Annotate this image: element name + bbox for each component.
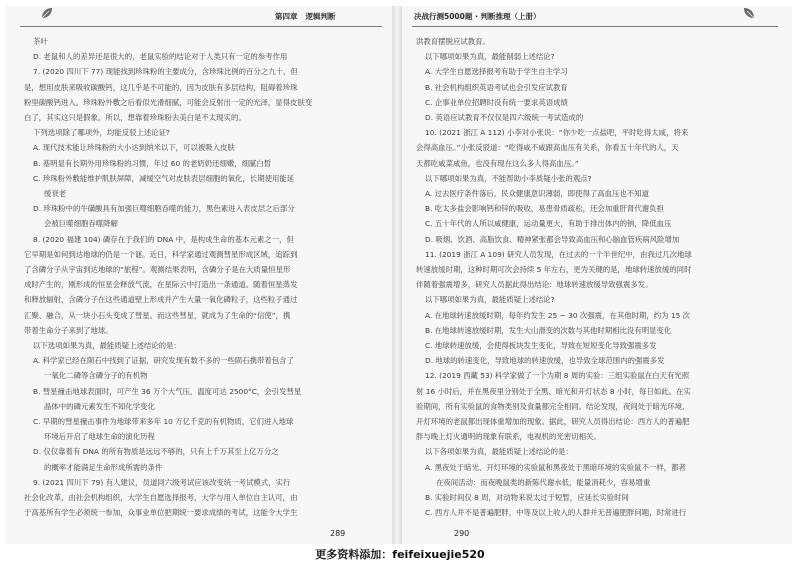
text-line: 粉里碳酸钙进入。珍珠粉外敷之后看似光滑细腻，可能会反射出一定的光泽，显得皮肤变 xyxy=(24,97,313,107)
text-line: 胖与晚上灯火通明的现象有联系，电视机的光密切相关。 xyxy=(416,432,601,442)
text-line: 成时产生的，刚形成的恒星会释放气流，在星际云中打造出一条通道。随着恒星蒸发 xyxy=(24,280,298,290)
option-line: 一氧化二磷等含磷分子的有机物 xyxy=(44,371,148,381)
text-line: 开灯环境的老鼠都出现体重增加的现象。据此，研究人员得出结论：西方人的普遍肥 xyxy=(416,417,690,427)
text-line: 洪教育摆脱应试教育。 xyxy=(416,37,490,46)
question-stem-line: 8. (2020 福建 104) 磷存在于我们的 DNA 中，是构成生命的基本元素之一，但 xyxy=(33,234,294,244)
option-line: B. 社会机构组织英语考试也会引发应试教育 xyxy=(425,82,568,92)
text-line: 茶叶 xyxy=(33,37,48,46)
right-header-title: 决战行测5000题 · 判断推理（上册） xyxy=(414,11,541,21)
option-line: D. 珍珠粉中的牛磺酸具有加强巨噬细胞吞噬的能力，黑色素进入表皮层之后部分 xyxy=(33,204,295,214)
question-stem-line: 12. (2019 西藏 53) 科学家做了一个为期 8 周的实验：三组实验鼠在白天有光照 xyxy=(425,371,690,381)
option-line: C. 地球转速放缓，会使得板块发生变化，导致在短短变化导致强震多发 xyxy=(425,341,657,351)
option-line: D. 吸烟、饮酒、高脂饮食、精神紧张都会导致高血压和心脑血管疾病风险增加 xyxy=(425,234,680,244)
question-stem-line: 11. (2019 浙江 A 109) 研究人员发现，在过去的一个半世纪中，由我过几次地球 xyxy=(425,249,692,259)
option-line: A. 科学家已经在陨石中找到了证据，研究发现有数不多的一些陨石携带着包含了 xyxy=(33,356,294,366)
footer-banner: 更多资料添加：feifeixuejie520 xyxy=(0,546,800,564)
text-line: 白了，其实这只是假象。所以，想靠着珍珠粉去美白是不太现实的。 xyxy=(24,113,246,123)
option-line: 的概率才能满足生命形成所需的条件 xyxy=(44,462,163,472)
leaf-ornament-icon xyxy=(40,6,54,20)
option-line: 缓衰老 xyxy=(44,189,67,199)
text-line: D. 老鼠和人的差异还是很大的，老鼠实验的结论对于人类只有一定的参考作用 xyxy=(33,52,288,62)
question-stem-line: 10. (2021 浙江 A 112) 小李对小张说：“你少吃一点盐吧，平时吃得太咸，将来 xyxy=(425,128,689,138)
option-line: A. 过去医疗条件落后，民众健康意识薄弱，即使得了高血压也不知道 xyxy=(425,189,649,199)
page-number: 290 xyxy=(454,529,470,538)
right-page-body xyxy=(416,34,778,521)
text-line: 转速放缓时期，这种时期可次会持续 5 年左右，更为关键的是，地球转速放缓的同时 xyxy=(416,265,692,275)
leaf-ornament-icon xyxy=(742,6,756,20)
option-line: D. 英语应试教育不仅仅是四六级统一考试造成的 xyxy=(425,113,584,123)
option-line: B. 实验时间仅 8 周，对动物来说太过于短暂，应延长实验时间 xyxy=(425,493,629,503)
option-line: 在夜间活动：而夜晚鼠类的新陈代谢水低，能量消耗少，容易增重 xyxy=(436,477,651,487)
option-line: B. 在地球转速放缓时期，发生大山滑变的次数与其他时期相比没有明显变化 xyxy=(425,325,672,335)
option-line: 会被巨噬细胞吞噬降解 xyxy=(44,219,118,229)
question-prompt: 以下哪项如果为真，最能质疑上述结论? xyxy=(425,295,555,305)
option-line: B. 吃太多盐会影响钙和锌的吸收，易患骨质疏松，还会加重肝肾代谢负担 xyxy=(425,204,664,214)
left-header-rule xyxy=(20,26,382,27)
question-prompt: 下列选项除了哪项外，均能反驳上述论证? xyxy=(33,128,170,138)
option-line: C. 西方人并不是普遍肥胖，中等及以上收入的人群并无普遍肥胖问题，时常进行 xyxy=(425,508,687,518)
option-line: C. 早期的彗星撞击事件为地球带来多年 10 万亿千克的有机物质，它们进入地球 xyxy=(33,417,294,427)
book-gutter xyxy=(392,6,402,544)
text-line: 了含磷分子从宇宙到达地球的“旅程”。观测结果表明，含磷分子是在大质量恒星形 xyxy=(24,265,291,275)
option-line: A. 大学生自愿选择报考有助于学生自主学习 xyxy=(425,67,568,77)
text-line: 天都吃咸菜咸鱼，也没有现在这么多人得高血压。” xyxy=(416,158,579,168)
option-line: A. 黑夜处于暗光、开灯环境的实验鼠和黑夜处于黑暗环境的实验鼠不一样，都者 xyxy=(425,462,686,472)
text-line: 会得高血压。”小张反驳道：“吃得咸不咸跟高血压有关系，你看五十年代的人，天 xyxy=(416,143,679,153)
text-line: 射 16 小时后，并在黑夜里分别处于全黑、暗光和开灯状态 8 小时，每日如此。在实 xyxy=(416,386,691,396)
option-line: C. 珍珠粉外敷能维护肌肤屏障，减缓空气对皮肤表层细胞的氧化，长期使用能延 xyxy=(33,173,295,183)
text-line: 是，想用皮肤来吸收碳酸钙，这几乎是不可能的，因为皮肤有多层结构，阻碍着珍珠 xyxy=(24,82,298,92)
text-line: 于高基所有学生必须统一参加，众事业单位把期统一要求成绩的考试，这能令大学生 xyxy=(24,508,298,518)
option-line: D. 地球的转速变化，导致地球的转速放缓，也导致全球范围内的强震多发 xyxy=(425,356,665,366)
option-line: C. 企事业单位招聘时没有统一要求英语成绩 xyxy=(425,97,568,107)
section-label: 逻辑判断 xyxy=(305,11,336,21)
text-line: 汇聚、融合，从一块小石头变成了彗星。而这些彗星，就成为了生命的“信使”，携 xyxy=(24,310,291,320)
option-line: 环境后开启了地球生命的演化历程 xyxy=(44,432,155,442)
chapter-label: 第四章 xyxy=(275,11,298,21)
right-header-rule xyxy=(412,26,778,27)
option-line: B. 基明显有长期外用珍珠粉的习惯，年过 60 的老奶奶还细嫩，细腻白皙 xyxy=(33,158,272,168)
option-line: D. 仅仅靠着有 DNA 的所有物质是远远不够的，只有上千万其至上亿万分之 xyxy=(33,447,279,457)
option-line: A. 在地球转速放缓时期，每年约发生 25 ~ 30 次强震，在其他时期，约为 15 次 xyxy=(425,310,691,320)
text-line: 和释放辐射，含磷分子在这些通道壁上形成并产生大量一氧化磷粒子，这些粒子通过 xyxy=(24,295,298,305)
left-page-body xyxy=(24,34,380,521)
left-header xyxy=(275,8,336,24)
question-stem-line: 9. (2021 四川下 79) 有人建议，员道同六级考试应该改变统一考试模式，实行 xyxy=(33,477,291,487)
question-prompt: 以下选项如果为真，最能质疑上述结论的是： xyxy=(33,341,181,351)
question-prompt: 以下各项如果为真，最能质疑上述结论的是： xyxy=(425,447,573,457)
option-line: 晶体中的磷元素发生不知化学变化 xyxy=(44,401,155,411)
text-line: 社会化改革，由社会机构组织，大学生自愿选择报考，大学与用人单位自主认可，由 xyxy=(24,493,298,503)
question-prompt: 以下哪项如果为真，不能帮助小李质疑小张的观点? xyxy=(425,173,592,183)
option-line: B. 彗星撞击地球表面时，可产生 36 万个大气压，温度可达 2500°C，会引发彗星 xyxy=(33,386,302,396)
text-line: 验期间，所有实验鼠的食物类别及食量都完全相同。结论发现，夜间处于暗光环境、 xyxy=(416,401,690,411)
text-line: 带着生命分子来到了地球。 xyxy=(24,325,113,335)
option-line: A. 现代技术能让珍珠粉的大小达到纳米以下，可以被吸入皮肤 xyxy=(33,143,235,153)
page-number: 289 xyxy=(330,529,346,538)
text-line: 伴随着强震增多，研究人员据此得出结论：地球转速放缓导致强震多发。 xyxy=(416,280,653,290)
question-stem-line: 7. (2020 四川下 77) 现能找到珍珠粉的主要成分，含珍珠比例的百分之九十，但 xyxy=(33,67,298,77)
option-line: C. 五十年代的人所以咸健康，运动量更大，有助于排出体内的钠，降低血压 xyxy=(425,219,672,229)
text-line: 它早期是如何到达地球的仍是一个谜。近日，科学家通过观测彗星形成区域，追踪到 xyxy=(24,249,298,259)
question-prompt: 以下哪项如果为真，最能削弱上述结论? xyxy=(425,52,555,62)
